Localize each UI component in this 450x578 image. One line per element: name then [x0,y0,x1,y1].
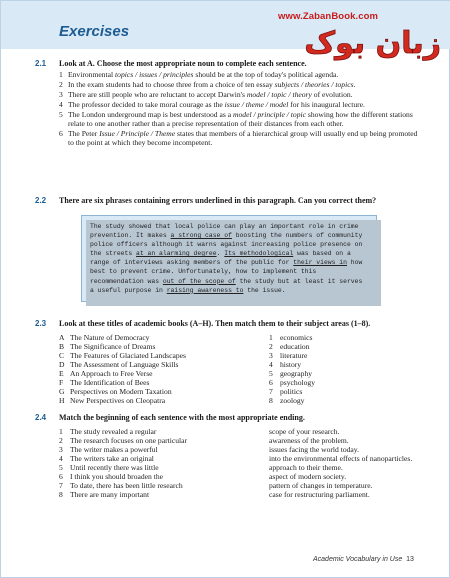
item-text: An Approach to Free Verse [70,369,153,379]
book-title-item [59,333,269,342]
book-title-item [59,351,269,360]
exercise-2-1 [35,59,419,148]
exercise-instruction: There are six phrases containing errors underlined in this paragraph. Can you correct them? [59,196,377,205]
book-title-item [59,369,269,378]
sentence-beginning-item [59,427,269,436]
item-text: I think you should broaden the [70,472,164,482]
item-text: The writer makes a powerful [70,444,158,454]
item-number: 5 [59,110,63,120]
answer-options: subjects / theories / topics [274,79,354,89]
item-text-part: for his inaugural lecture. [288,99,365,109]
book-title-item [59,360,269,369]
item-text-part: The Peter [68,129,100,139]
item-text: New Perspectives on Cleopatra [70,396,166,406]
item-label: E [59,369,64,379]
paragraph-text: boosting the numbers of community police officers although it warns against increasing police presence on the streets [90,232,363,258]
item-text: The Assessment of Language Skills [70,359,179,369]
sentence-beginning-item [59,436,269,445]
item-label: 7 [269,387,273,397]
sentence-beginnings-list [59,427,269,500]
underlined-error: at an alarming degree [136,250,217,258]
exercise-item [59,70,419,79]
item-text: The research focuses on one particular [70,435,188,445]
item-text: literature [280,350,308,360]
item-label: D [59,359,65,369]
exercise-2-3 [35,319,419,406]
subject-area-item [269,387,419,396]
item-text: geography [280,369,313,379]
sentence-ending-item: approach to their theme. [269,463,343,473]
item-label: C [59,350,65,360]
item-label: 6 [59,472,63,482]
underlined-error: their views in [293,259,347,267]
book-title-item [59,378,269,387]
item-label: 2 [59,435,63,445]
exercise-item [59,100,419,109]
page-number: 13 [406,556,414,563]
item-text [68,100,419,109]
paragraph-box-wrap [59,215,419,302]
item-text [68,90,419,99]
sentence-beginning-item [59,481,269,490]
underlined-error: out of the scope of [162,277,236,285]
exercise-item [59,90,419,99]
book-titles-list [59,333,269,406]
item-text: politics [280,387,303,397]
item-label: 6 [269,378,273,388]
subject-area-item [269,360,419,369]
subject-area-item [269,369,419,378]
item-text: history [280,359,302,369]
sentence-ending-item: aspect of modern society. [269,472,347,482]
item-label: 5 [59,463,63,473]
paragraph-text: the issue. [243,286,286,294]
book-title-item [59,396,269,405]
paragraph-text: was based on a range of interviews asking members of the public for [90,250,351,267]
paragraph-text: the study but at least it serves a useful purpose in [90,277,363,294]
item-label: 1 [59,426,63,436]
item-text: There are many important [70,490,150,500]
exercise-items [59,70,419,148]
item-label: F [59,378,64,388]
item-label: 1 [269,332,273,342]
exercise-number: 2.1 [35,59,47,68]
subject-area-item [269,378,419,387]
exercise-item [59,110,419,128]
paragraph-text: The study showed that local police can play an important role in crime prevention. It makes [90,223,359,240]
answer-options: model / principle / topic [233,110,306,120]
item-label: A [59,332,65,342]
item-text [68,129,419,147]
item-text [68,70,419,79]
exercise-number: 2.4 [35,413,47,422]
item-text-part: showing how the different stations relate to one another rather than a precise representation of their distances from each other. [68,110,413,129]
item-text-part: should be at the top of today's political agenda. [193,69,339,79]
answer-options: Issue / Principle / Theme [99,129,176,139]
exercise-instruction: Match the beginning of each sentence with the most appropriate ending. [59,413,305,422]
error-paragraph [81,215,377,302]
exercise-instruction: Look at these titles of academic books (A–H). Then match them to their subject areas (1–8). [59,319,371,328]
underlined-error: a strong case of [170,232,232,240]
item-text: Perspectives on Modern Taxation [70,387,172,397]
exercise-number: 2.3 [35,319,47,328]
answer-options: topics / issues / principles [115,69,194,79]
item-text: Until recently there was little [70,463,159,473]
item-label: B [59,341,65,351]
item-text: education [280,341,310,351]
item-label: H [59,396,65,406]
book-title-item [59,387,269,396]
sentence-beginning-item [59,445,269,454]
item-label: G [59,387,65,397]
item-text: zoology [280,396,305,406]
matching-columns [59,333,419,406]
sentence-beginning-item [59,490,269,499]
item-text: To date, there has been little research [70,481,183,491]
item-text: The study revealed a regular [70,426,157,436]
matching-columns [59,427,419,500]
sentence-beginning-item [59,463,269,472]
paragraph-text: how best to prevent crime. Unfortunately, how to implement this recommendation was [90,259,363,285]
item-label: 3 [59,444,63,454]
item-text: The writers take an original [70,453,154,463]
item-text: The Features of Glaciated Landscapes [70,350,186,360]
answer-options: issue / theme / model [224,99,289,109]
item-text-part: of evolution. [311,89,353,99]
item-text-part: The professor decided to take moral courage as the [68,99,225,109]
item-text-part: . [353,79,356,89]
item-text: psychology [280,378,316,388]
exercise-2-2 [35,196,419,206]
page-footer [313,556,414,564]
item-text [68,80,419,89]
item-text-part: In the exam students had to choose three from a choice of ten essay [68,79,275,89]
exercise-item [59,129,419,147]
sentence-ending-item: issues facing the world today. [269,444,359,454]
item-text-part: The London underground map is best understood as a [68,110,233,120]
item-number: 1 [59,69,63,79]
exercise-instruction: Look at A. Choose the most appropriate noun to complete each sentence. [59,59,307,68]
sentence-ending-item: awareness of the problem. [269,435,349,445]
paragraph-text: . [216,250,225,258]
sentence-beginning-item [59,454,269,463]
item-label: 8 [59,490,63,500]
subject-areas-list [269,333,419,406]
page-title: Exercises [59,23,130,40]
answer-options: model / topic / theory [246,89,312,99]
item-text: economics [280,332,313,342]
subject-area-item [269,342,419,351]
logo-text: زبان بوک [304,26,441,61]
subject-area-item [269,333,419,342]
underlined-error: Its methodological [224,250,294,258]
logo-url: www.ZabanBook.com [278,11,379,22]
item-number: 3 [59,89,63,99]
item-number: 6 [59,129,63,139]
exercise-item [59,80,419,89]
sentence-endings-list [269,427,419,500]
item-number: 2 [59,79,63,89]
subject-area-item [269,351,419,360]
sentence-ending-item: pattern of changes in temperature. [269,481,373,491]
subject-area-item [269,396,419,405]
item-label: 2 [269,341,273,351]
item-text-part: There are still people who are reluctant to accept Darwin's [68,89,247,99]
item-label: 4 [59,453,63,463]
sentence-beginning-item [59,472,269,481]
item-text: The Identification of Bees [70,378,150,388]
item-number: 4 [59,99,63,109]
sentence-ending-item: case for restructuring parliament. [269,490,370,500]
exercise-2-4 [35,413,419,500]
zabanbook-logo [291,21,441,61]
exercise-number: 2.2 [35,196,47,205]
book-title: Academic Vocabulary in Use [313,556,403,563]
item-text-part: states that members of a hierarchical group will usually end up being promoted to the point at which they become incompetent. [68,129,418,148]
item-text-part: Environmental [68,69,116,79]
item-text [68,110,419,128]
item-text: The Significance of Dreams [70,341,156,351]
item-label: 7 [59,481,63,491]
item-text: The Nature of Democracy [70,332,150,342]
item-label: 8 [269,396,273,406]
item-label: 5 [269,369,273,379]
book-title-item [59,342,269,351]
underlined-error: raising awareness to [166,286,244,294]
sentence-ending-item: into the environmental effects of nanoparticles. [269,453,413,463]
item-label: 4 [269,359,273,369]
sentence-ending-item: scope of your research. [269,426,340,436]
item-label: 3 [269,350,273,360]
